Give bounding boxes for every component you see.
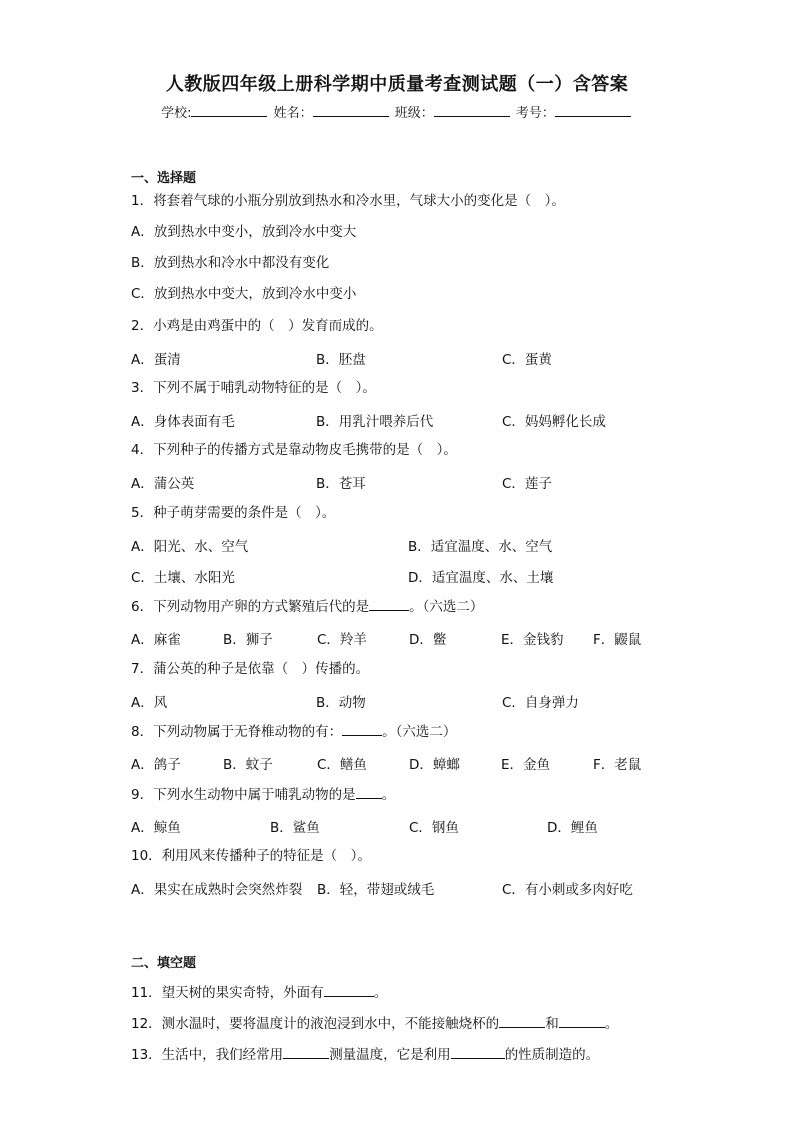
question-12-text: 12．测水温时，要将温度计的液泡浸到水中，不能接触烧杯的 (131, 1016, 500, 1032)
question-12 (131, 1014, 618, 1033)
question-9-option-c: C．钢鱼 (409, 820, 459, 836)
question-6-stem (131, 597, 483, 616)
question-3-option-c: C．妈妈孵化长成 (502, 414, 606, 430)
question-6-option-d: D．鳖 (409, 632, 447, 648)
question-1-option-a: A．放到热水中变小，放到冷水中变大 (131, 224, 357, 240)
question-7-stem: 7．蒲公英的种子是依靠（ ）传播的。 (131, 661, 370, 677)
question-8-option-b: B．蚊子 (223, 757, 273, 773)
question-2-stem: 2．小鸡是由鸡蛋中的（ ）发育而成的。 (131, 318, 383, 334)
question-6-option-f: F．鼹鼠 (593, 632, 642, 648)
question-11-blank[interactable] (324, 983, 374, 997)
question-8-option-a: A．鸽子 (131, 757, 181, 773)
question-7-option-b: B．动物 (316, 695, 366, 711)
question-4-option-b: B．苍耳 (316, 476, 366, 492)
name-label: 姓名： (273, 106, 313, 121)
question-5-options-row2 (131, 566, 671, 584)
question-7-option-c: C．自身弹力 (502, 695, 579, 711)
question-12-and: 和 (545, 1016, 559, 1032)
question-1-option-c: C．放到热水中变大，放到冷水中变小 (131, 286, 357, 302)
question-10-option-a: A．果实在成熟时会突然炸裂 (131, 882, 303, 898)
question-3-option-b: B．用乳汁喂养后代 (316, 414, 434, 430)
question-8-stem (131, 722, 456, 741)
question-9-stem-text: 9．下列水生动物中属于哺乳动物的是 (131, 787, 356, 803)
question-4-option-a: A．蒲公英 (131, 476, 195, 492)
question-2-option-b: B．胚盘 (316, 352, 366, 368)
question-8-option-e: E．金鱼 (501, 757, 551, 773)
name-blank[interactable] (313, 104, 389, 117)
student-info-line (0, 102, 794, 121)
school-blank[interactable] (191, 104, 267, 117)
question-6-option-e: E．金钱豹 (501, 632, 564, 648)
question-9-option-a: A．鲸鱼 (131, 820, 181, 836)
question-9-stem (131, 785, 395, 804)
question-2-option-c: C．蛋黄 (502, 352, 552, 368)
question-9-option-b: B．鲨鱼 (270, 820, 320, 836)
page-title: 人教版四年级上册科学期中质量考查测试题（一）含答案 (165, 74, 629, 95)
question-9-answer-blank[interactable] (356, 785, 382, 799)
question-5-option-d: D．适宜温度、水、土壤 (408, 570, 554, 586)
question-5-option-b: B．适宜温度、水、空气 (408, 539, 553, 555)
question-7-option-a: A．风 (131, 695, 168, 711)
question-11 (131, 983, 387, 1002)
question-12-suffix: 。 (604, 1016, 619, 1032)
question-11-suffix: 。 (373, 985, 388, 1001)
question-1-stem: 1．将套着气球的小瓶分别放到热水和冷水里，气球大小的变化是（ ）。 (131, 193, 565, 209)
class-label: 班级： (394, 106, 434, 121)
question-13-suffix: 的性质制造的。 (504, 1047, 600, 1063)
question-12-blank-2[interactable] (559, 1014, 605, 1028)
question-5-stem: 5．种子萌芽需要的条件是（ ）。 (131, 505, 336, 521)
question-13-blank-1[interactable] (283, 1045, 329, 1059)
question-2-option-a: A．蛋清 (131, 352, 181, 368)
question-8-options (131, 753, 671, 771)
exam-number-label: 考号： (515, 106, 555, 121)
question-2-options (131, 348, 671, 366)
question-9-stem-suffix: 。 (381, 787, 396, 803)
question-1-option-b: B．放到热水和冷水中都没有变化 (131, 255, 330, 271)
question-10-option-c: C．有小刺或多肉好吃 (502, 882, 633, 898)
question-9-options (131, 816, 671, 834)
question-7-options (131, 691, 671, 709)
question-6-stem-text: 6．下列动物用产卵的方式繁殖后代的是 (131, 599, 370, 615)
question-10-option-b: B．轻，带翅或绒毛 (317, 882, 435, 898)
section-heading-choice: 一、选择题 (131, 171, 197, 186)
question-8-option-f: F．老鼠 (593, 757, 642, 773)
question-8-answer-blank[interactable] (342, 722, 382, 736)
question-12-blank-1[interactable] (499, 1014, 545, 1028)
question-11-text: 11．望天树的果实奇特，外面有 (131, 985, 324, 1001)
question-3-options (131, 410, 671, 428)
question-4-stem: 4．下列种子的传播方式是靠动物皮毛携带的是（ ）。 (131, 442, 457, 458)
question-10-options (131, 878, 671, 896)
question-8-option-d: D．蟑螂 (409, 757, 460, 773)
question-6-stem-suffix: 。（六选二） (409, 599, 484, 615)
question-6-option-a: A．麻雀 (131, 632, 181, 648)
question-13-middle: 测量温度，它是利用 (329, 1047, 451, 1063)
question-5-option-a: A．阳光、水、空气 (131, 539, 249, 555)
question-8-stem-text: 8．下列动物属于无脊椎动物的有： (131, 724, 343, 740)
section-heading-fill: 二、填空题 (131, 956, 197, 971)
question-6-options (131, 628, 671, 646)
class-blank[interactable] (434, 104, 510, 117)
question-3-stem: 3．下列不属于哺乳动物特征的是（ ）。 (131, 380, 376, 396)
question-13-blank-2[interactable] (451, 1045, 505, 1059)
question-6-option-b: B．狮子 (223, 632, 273, 648)
question-9-option-d: D．鲤鱼 (547, 820, 598, 836)
exam-number-blank[interactable] (555, 104, 631, 117)
question-6-answer-blank[interactable] (369, 597, 409, 611)
question-6-option-c: C．羚羊 (317, 632, 367, 648)
question-10-stem: 10．利用风来传播种子的特征是（ ）。 (131, 848, 371, 864)
question-4-option-c: C．莲子 (502, 476, 552, 492)
question-3-option-a: A．身体表面有毛 (131, 414, 235, 430)
question-8-option-c: C．鳝鱼 (317, 757, 367, 773)
question-4-options (131, 472, 671, 490)
question-5-options-row1 (131, 535, 671, 553)
question-5-option-c: C．土壤、水阳光 (131, 570, 235, 586)
question-13 (131, 1045, 599, 1064)
question-8-stem-suffix: 。（六选二） (382, 724, 457, 740)
question-13-text: 13．生活中，我们经常用 (131, 1047, 284, 1063)
school-label: 学校: (161, 106, 192, 121)
